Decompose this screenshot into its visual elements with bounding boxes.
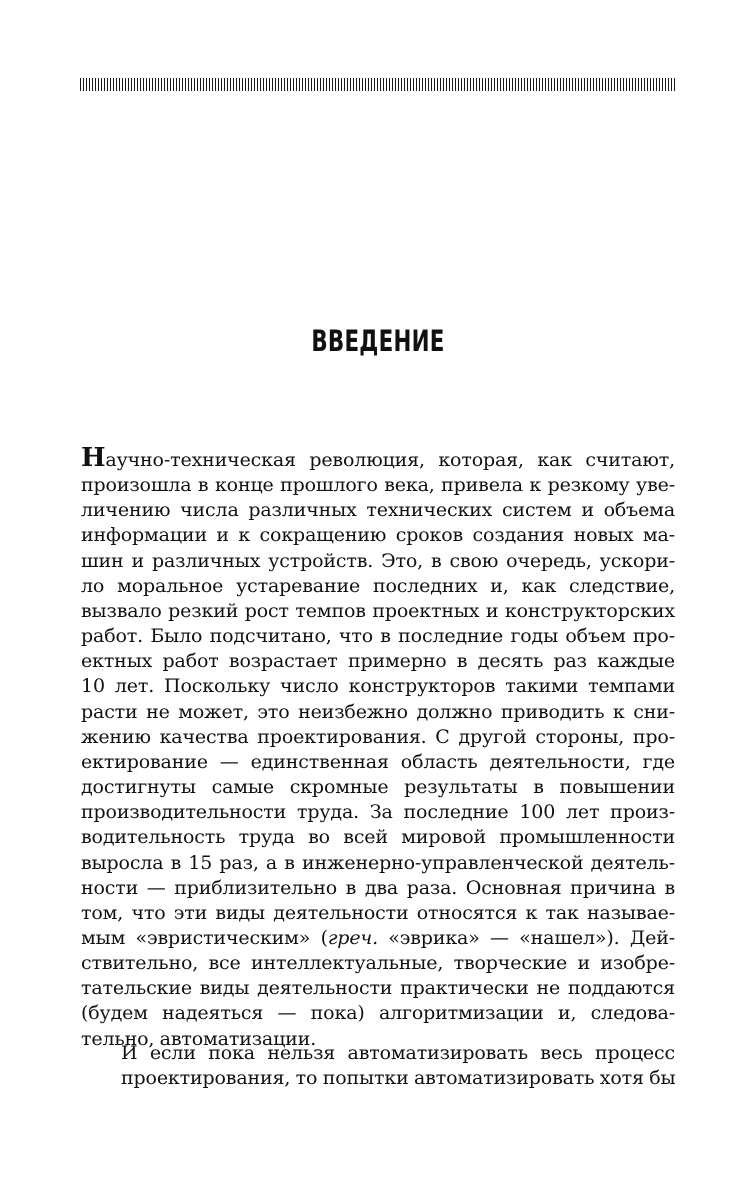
- text-line: достигнуты самые скромные результаты в повышении: [81, 776, 675, 799]
- text-line: ло моральное устаревание последних и, как следствие,: [81, 574, 675, 597]
- text-line: 10 лет. Поскольку число конструкторов такими темпами: [81, 675, 675, 698]
- text-line: производительности труда. За последние 100 лет произ-: [81, 801, 675, 824]
- text-line: (будем надеяться — пока) алгоритмизации и, следова-: [81, 1002, 675, 1025]
- text-line: шин и различных устройств. Это, в свою очередь, ускори-: [81, 549, 675, 572]
- italic-term: греч.: [327, 926, 378, 949]
- text-line: ствительно, все интеллектуальные, творческие и изобре-: [81, 952, 675, 975]
- text-line: [81, 926, 675, 951]
- text-line: том, что эти виды деятельности относятся к так называе-: [81, 901, 675, 924]
- text-line: ектирование — единственная область деятельности, где: [81, 750, 675, 773]
- text-line: работ. Было подсчитано, что в последние годы объем про-: [81, 625, 675, 648]
- text-line: [81, 445, 675, 473]
- text-line: тельно, автоматизации.: [81, 1027, 317, 1050]
- text-line: проектирования, то попытки автоматизировать хотя бы: [121, 1067, 676, 1090]
- text-line: водительность труда во всей мировой промышленности: [81, 826, 675, 849]
- text-line: произошла в конце прошлого века, привела к резкому уве-: [81, 474, 675, 497]
- text-line: личению числа различных технических систем и объема: [81, 499, 675, 522]
- text-line: жению качества проектирования. С другой стороны, про-: [81, 725, 675, 748]
- text-line: ектных работ возрастает примерно в десять раз каждые: [81, 650, 675, 673]
- text-line: расти не может, это неизбежно должно приводить к сни-: [81, 700, 675, 723]
- running-header-rule: [80, 78, 676, 91]
- text-line-content: аучно-техническая революция, которая, как считают,: [105, 449, 675, 471]
- paragraph-2: [81, 1041, 675, 1091]
- text-line: выросла в 15 раз, а в инженерно-управленческой деятель-: [81, 851, 675, 874]
- text-line: информации и к сокращению сроков создания новых ма-: [81, 524, 675, 547]
- text-line: И если пока нельзя автоматизировать весь процесс: [121, 1042, 675, 1064]
- text-line: ности — приблизительно в два раза. Основная причина в: [81, 876, 675, 899]
- chapter-title: ВВЕДЕНИЕ: [311, 324, 445, 358]
- text-line-before: мым «эвристическим» (: [81, 926, 328, 949]
- text-line-after: «эврика» — «нашел»). Дей-: [377, 926, 675, 949]
- text-line: тательские виды деятельности практически не поддаются: [81, 977, 675, 1000]
- text-line: вызвало резкий рост темпов проектных и конструкторских: [81, 599, 675, 622]
- drop-cap: Н: [81, 443, 106, 473]
- paragraph-1: [81, 445, 675, 1052]
